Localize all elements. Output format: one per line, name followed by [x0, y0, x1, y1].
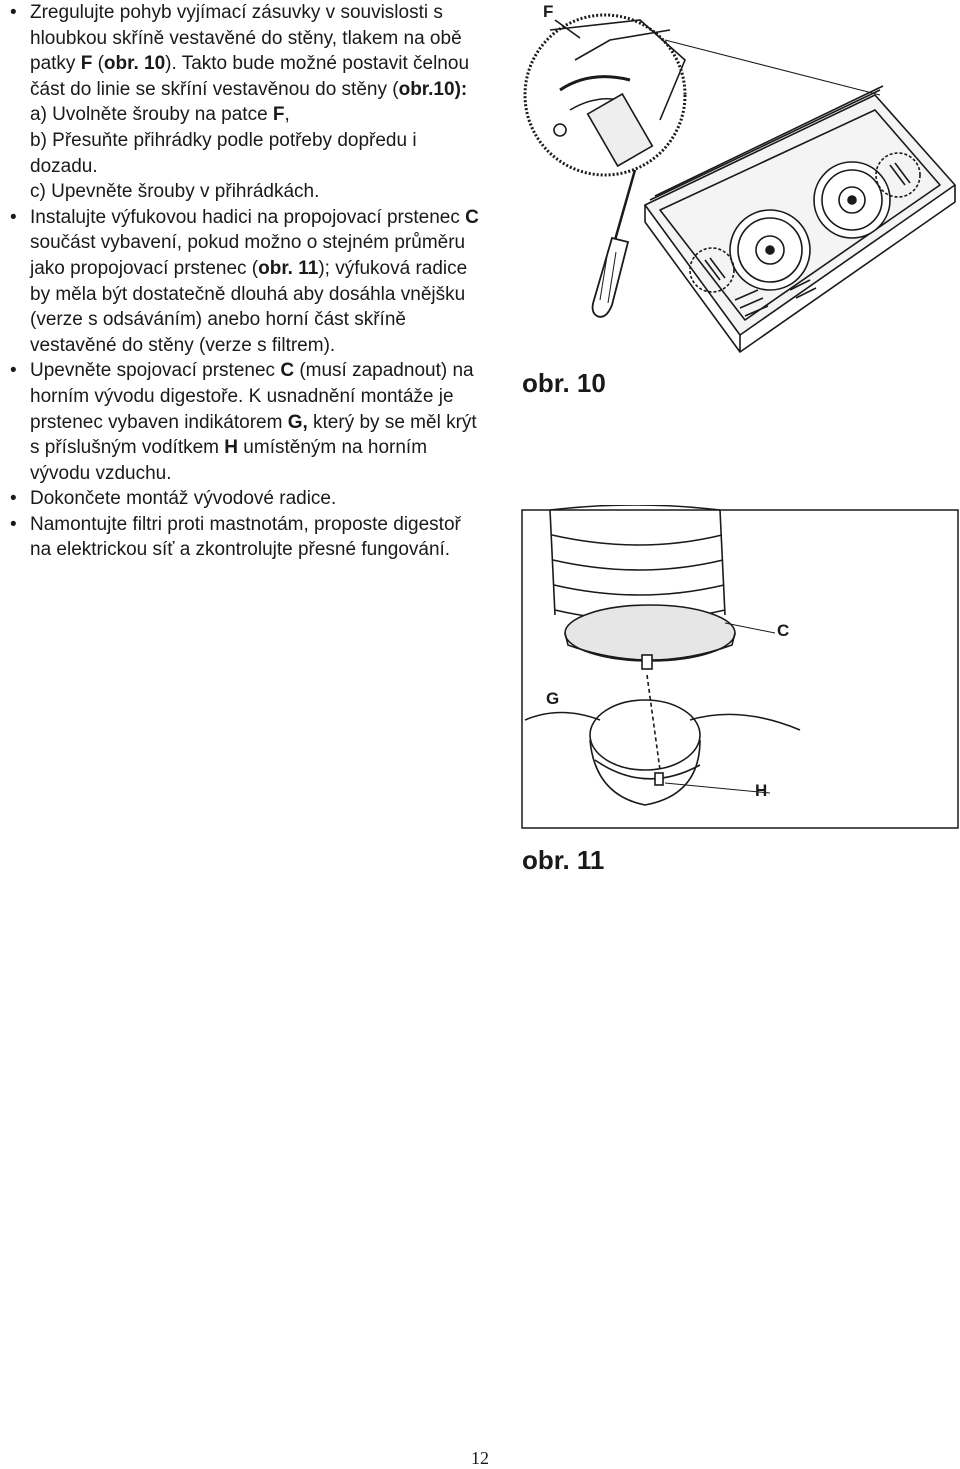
instruction-item-1 — [10, 0, 480, 205]
label-g: G — [546, 689, 560, 708]
instruction-item-2: • Instalujte výfukovou hadici na propojovací prstenec C součást vybavení, pokud možno o stejném průměru jako propojovací prstenec (obr. 11); výfuková radice by měla být dostatečně dlouhá aby dosáhla vnějšku (verze s odsáváním) anebo horní část skříně vestavěné do stěny (verze s filtrem). — [10, 205, 480, 359]
label-h: H — [755, 781, 768, 800]
figure-11 — [500, 505, 960, 885]
page-number: 12 — [471, 1448, 489, 1468]
hose-ring-illustration — [500, 505, 960, 835]
figure-11-caption: obr. 11 — [522, 845, 605, 875]
instruction-1-text: Zregulujte pohyb vyjímací zásuvky v souvislosti s hloubkou skříně vestavěné do stěny, tlakem na obě patky F (obr. 10). Takto bude možné postavit čelnou část do linie se skříní vestavěnou do stěny (obr.10): — [30, 2, 470, 100]
label-c: C — [777, 621, 790, 640]
instruction-item-5: • Namontujte filtri proti mastnotám, proposte digestoř na elektrickou síť a zkontrolujte přesné fungování. — [10, 512, 480, 563]
figure-10 — [500, 0, 960, 400]
instructions-column — [10, 0, 480, 563]
instruction-list — [10, 0, 480, 563]
substep-c: c) Upevněte šrouby v přihrádkách. — [30, 181, 320, 203]
instruction-item-3: • Upevněte spojovací prstenec C (musí zapadnout) na horním vývodu digestoře. K usnadnění montáže je prstenec vybaven indikátorem G, který by se měl krýt s příslušným vodítkem H umístěným na horním vývodu vzduchu. — [10, 358, 480, 486]
substep-b: b) Přesuňte přihrádky podle potřeby dopředu i dozadu. — [30, 129, 417, 177]
instruction-item-4: • Dokončete montáž vývodové radice. — [10, 486, 480, 512]
substep-a: a) Uvolněte šrouby na patce F, — [30, 104, 290, 126]
figure-10-caption: obr. 10 — [522, 368, 606, 398]
hood-illustration — [500, 0, 960, 400]
label-f: F — [543, 2, 554, 21]
